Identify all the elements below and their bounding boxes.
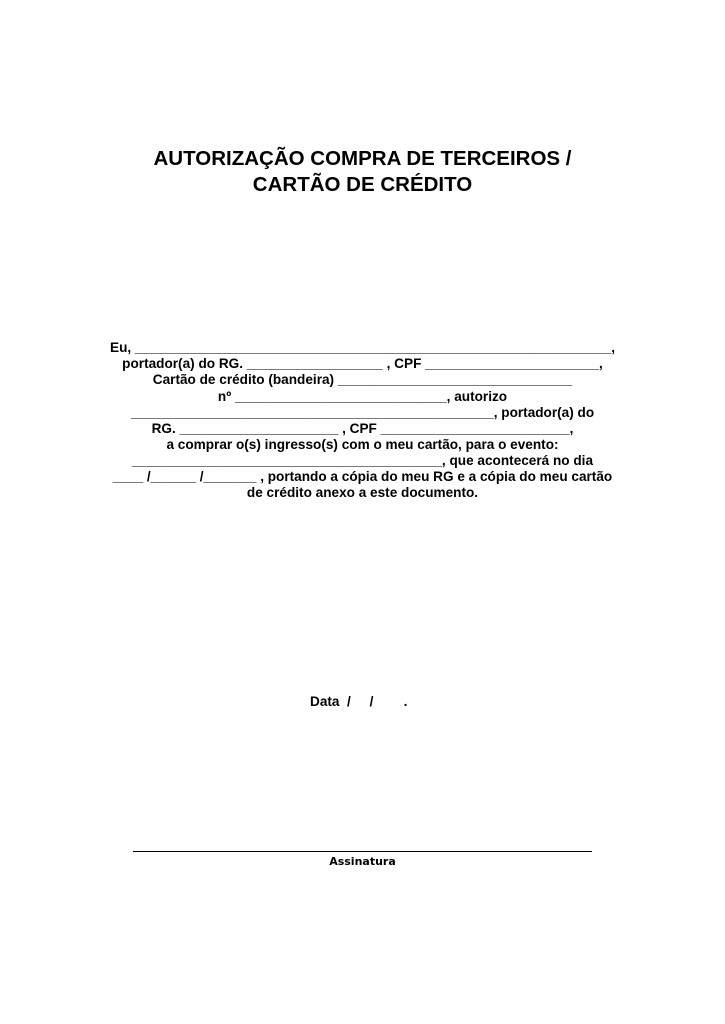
body-line-event-date: ____ /______ /_______ , portando a cópia do meu RG e a cópia do meu cartão	[112, 469, 613, 484]
body-line-authorized-rg-cpf: RG. _____________________ , CPF _________________________,	[151, 421, 574, 436]
date-field: Data / / .	[310, 694, 408, 709]
body-line-authorized-name: ________________________________________________, portador(a) do	[130, 405, 595, 420]
body-line-rg-cpf: portador(a) do RG. __________________ , CPF _______________________,	[122, 356, 603, 371]
body-line-attachment: de crédito anexo a este documento.	[246, 485, 479, 500]
body-line-purchase: a comprar o(s) ingresso(s) com o meu cartão, para o evento:	[166, 437, 559, 452]
signature-label: Assinatura	[329, 855, 396, 868]
body-line-card-brand: Cartão de crédito (bandeira) _______________________________	[152, 372, 573, 387]
signature-line	[133, 851, 592, 852]
body-line-card-number: nº ____________________________, autorizo	[217, 389, 508, 404]
document-title-line-1: AUTORIZAÇÃO COMPRA DE TERCEIROS /	[153, 147, 572, 170]
body-line-event: _________________________________________, que acontecerá no dia	[131, 453, 594, 468]
body-line-name: Eu, _______________________________________________________________,	[110, 340, 615, 355]
document-title-line-2: CARTÃO DE CRÉDITO	[252, 173, 473, 196]
